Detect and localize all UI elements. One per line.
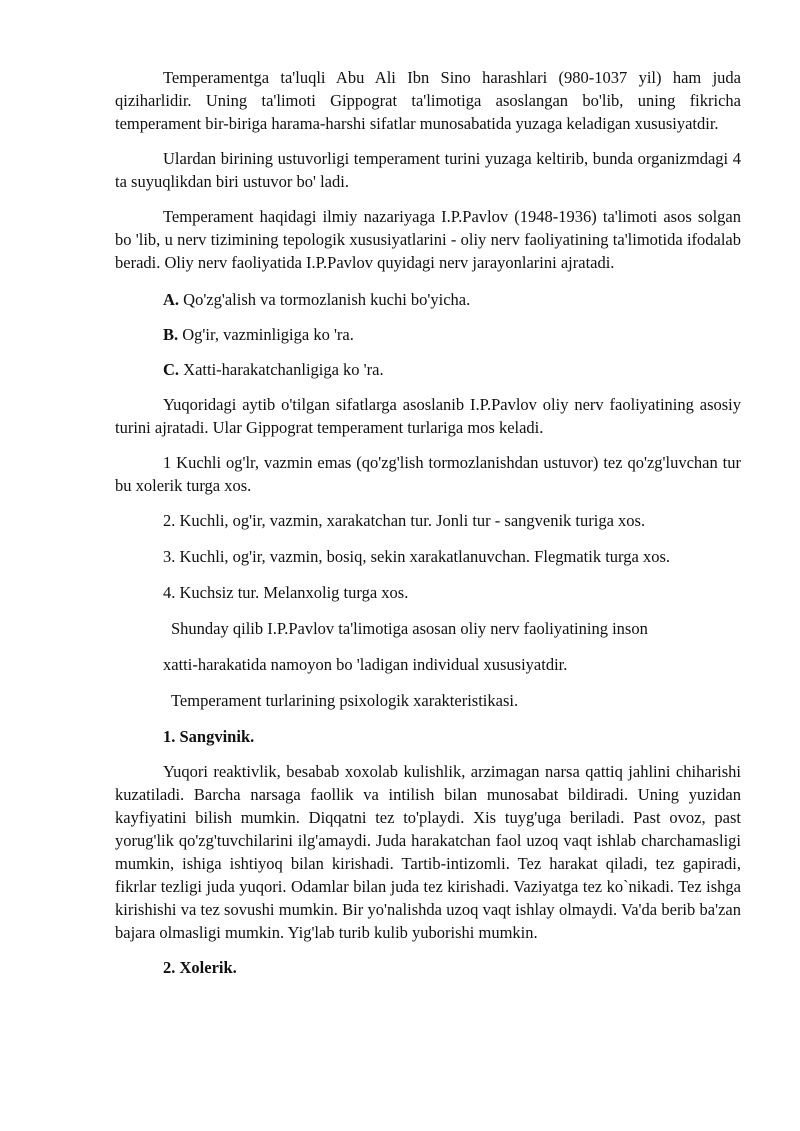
section-heading-xolerik: 2. Xolerik.: [163, 958, 237, 977]
type-item-4: 4. Kuchsiz tur. Melanxolig turga xos.: [163, 583, 409, 602]
list-text: Qo'zg'alish va tormozlanish kuchi bo'yicha.: [179, 290, 471, 309]
type-item-1: 1 Kuchli og'lr, vazmin emas (qo'zg'lish tormozlanishdan ustuvor) tez qo'zg'luvchan tur bu xolerik turga xos.: [115, 453, 741, 495]
list-item-c: [115, 358, 741, 381]
list-text: Xatti-harakatchanligiga ko 'ra.: [179, 360, 384, 379]
list-item-b: [115, 323, 741, 346]
type-item-3: 3. Kuchli, og'ir, vazmin, bosiq, sekin xarakatlanuvchan. Flegmatik turga xos.: [163, 547, 670, 566]
paragraph-types-intro: Yuqoridagi aytib o'tilgan sifatlarga asoslanib I.P.Pavlov oliy nerv faoliyatining asosiy turini ajratadi. Ular Gippograt temperament turlariga mos keladi.: [115, 395, 741, 437]
paragraph-pavlov: Temperament haqidagi ilmiy nazariyaga I.P.Pavlov (1948-1936) ta'limoti asos solgan bo 'lib, u nerv tizimining tepologik xususiyatlarini - oliy nerv faoliyatining ta'limotida ifodalab beradi. Oliy nerv faoliyatida I.P.Pavlov quyidagi nerv jarayonlarini ajratadi.: [115, 207, 741, 272]
list-letter: B.: [163, 325, 179, 344]
paragraph-ibn-sino: Temperamentga ta'luqli Abu Ali Ibn Sino harashlari (980-1037 yil) ham juda qiziharlidir. Uning ta'limoti Gippograt ta'limotiga asoslangan bo'lib, uning fikricha temperament bir-biriga harama-harshi sifatlar munosabatida yuzaga keladigan xususiyatdir.: [115, 68, 741, 133]
summary-line-3: Temperament turlarining psixologik xarakteristikasi.: [171, 691, 519, 710]
list-letter: C.: [163, 360, 180, 379]
summary-line-1: Shunday qilib I.P.Pavlov ta'limotiga asosan oliy nerv faoliyatining inson: [171, 619, 648, 638]
section-body-sangvinik: Yuqori reaktivlik, besabab xoxolab kulishlik, arzimagan narsa qattiq jahlini chiharishi kuzatiladi. Barcha narsaga faollik va intilish bilan munosabat bildiradi. Uning yuzidan kayfiyatini bilish mumkin. Diqqatni tez to'playdi. Xis tuyg'uga beriladi. Past ovoz, past yorug'lik qo'zg'tuvchilarini ilg'amaydi. Juda harakatchan faol uzoq vaqt ishlab charchamasligi mumkin, ishiga ishtiyoq bilan kirishadi. Tartib-intizomli. Tez harakat qiladi, tez gapiradi, fikrlar tezligi juda yuqori. Odamlar bilan juda tez kirishadi. Vaziyatga tez ko`nikadi. Tez ishga kirishishi va tez sovushi mumkin. Bir yo'nalishda uzoq vaqt ishlay olmaydi. Va'da berib ba'zan bajara olmasligi mumkin. Yig'lab turib kulib yuborishi mumkin.: [115, 762, 741, 942]
paragraph-fluids: Ulardan birining ustuvorligi temperament turini yuzaga keltirib, bunda organizmdagi 4 ta suyuqlikdan biri ustuvor bo' ladi.: [115, 149, 741, 191]
section-heading-sangvinik: 1. Sangvinik.: [163, 727, 255, 746]
list-text: Og'ir, vazminligiga ko 'ra.: [178, 325, 354, 344]
document-page: [115, 66, 741, 991]
list-item-a: [115, 288, 741, 311]
list-letter: A.: [163, 290, 180, 309]
type-item-2: 2. Kuchli, og'ir, vazmin, xarakatchan tur. Jonli tur - sangvenik turiga xos.: [163, 511, 646, 530]
summary-line-2: xatti-harakatida namoyon bo 'ladigan individual xususiyatdir.: [163, 655, 568, 674]
